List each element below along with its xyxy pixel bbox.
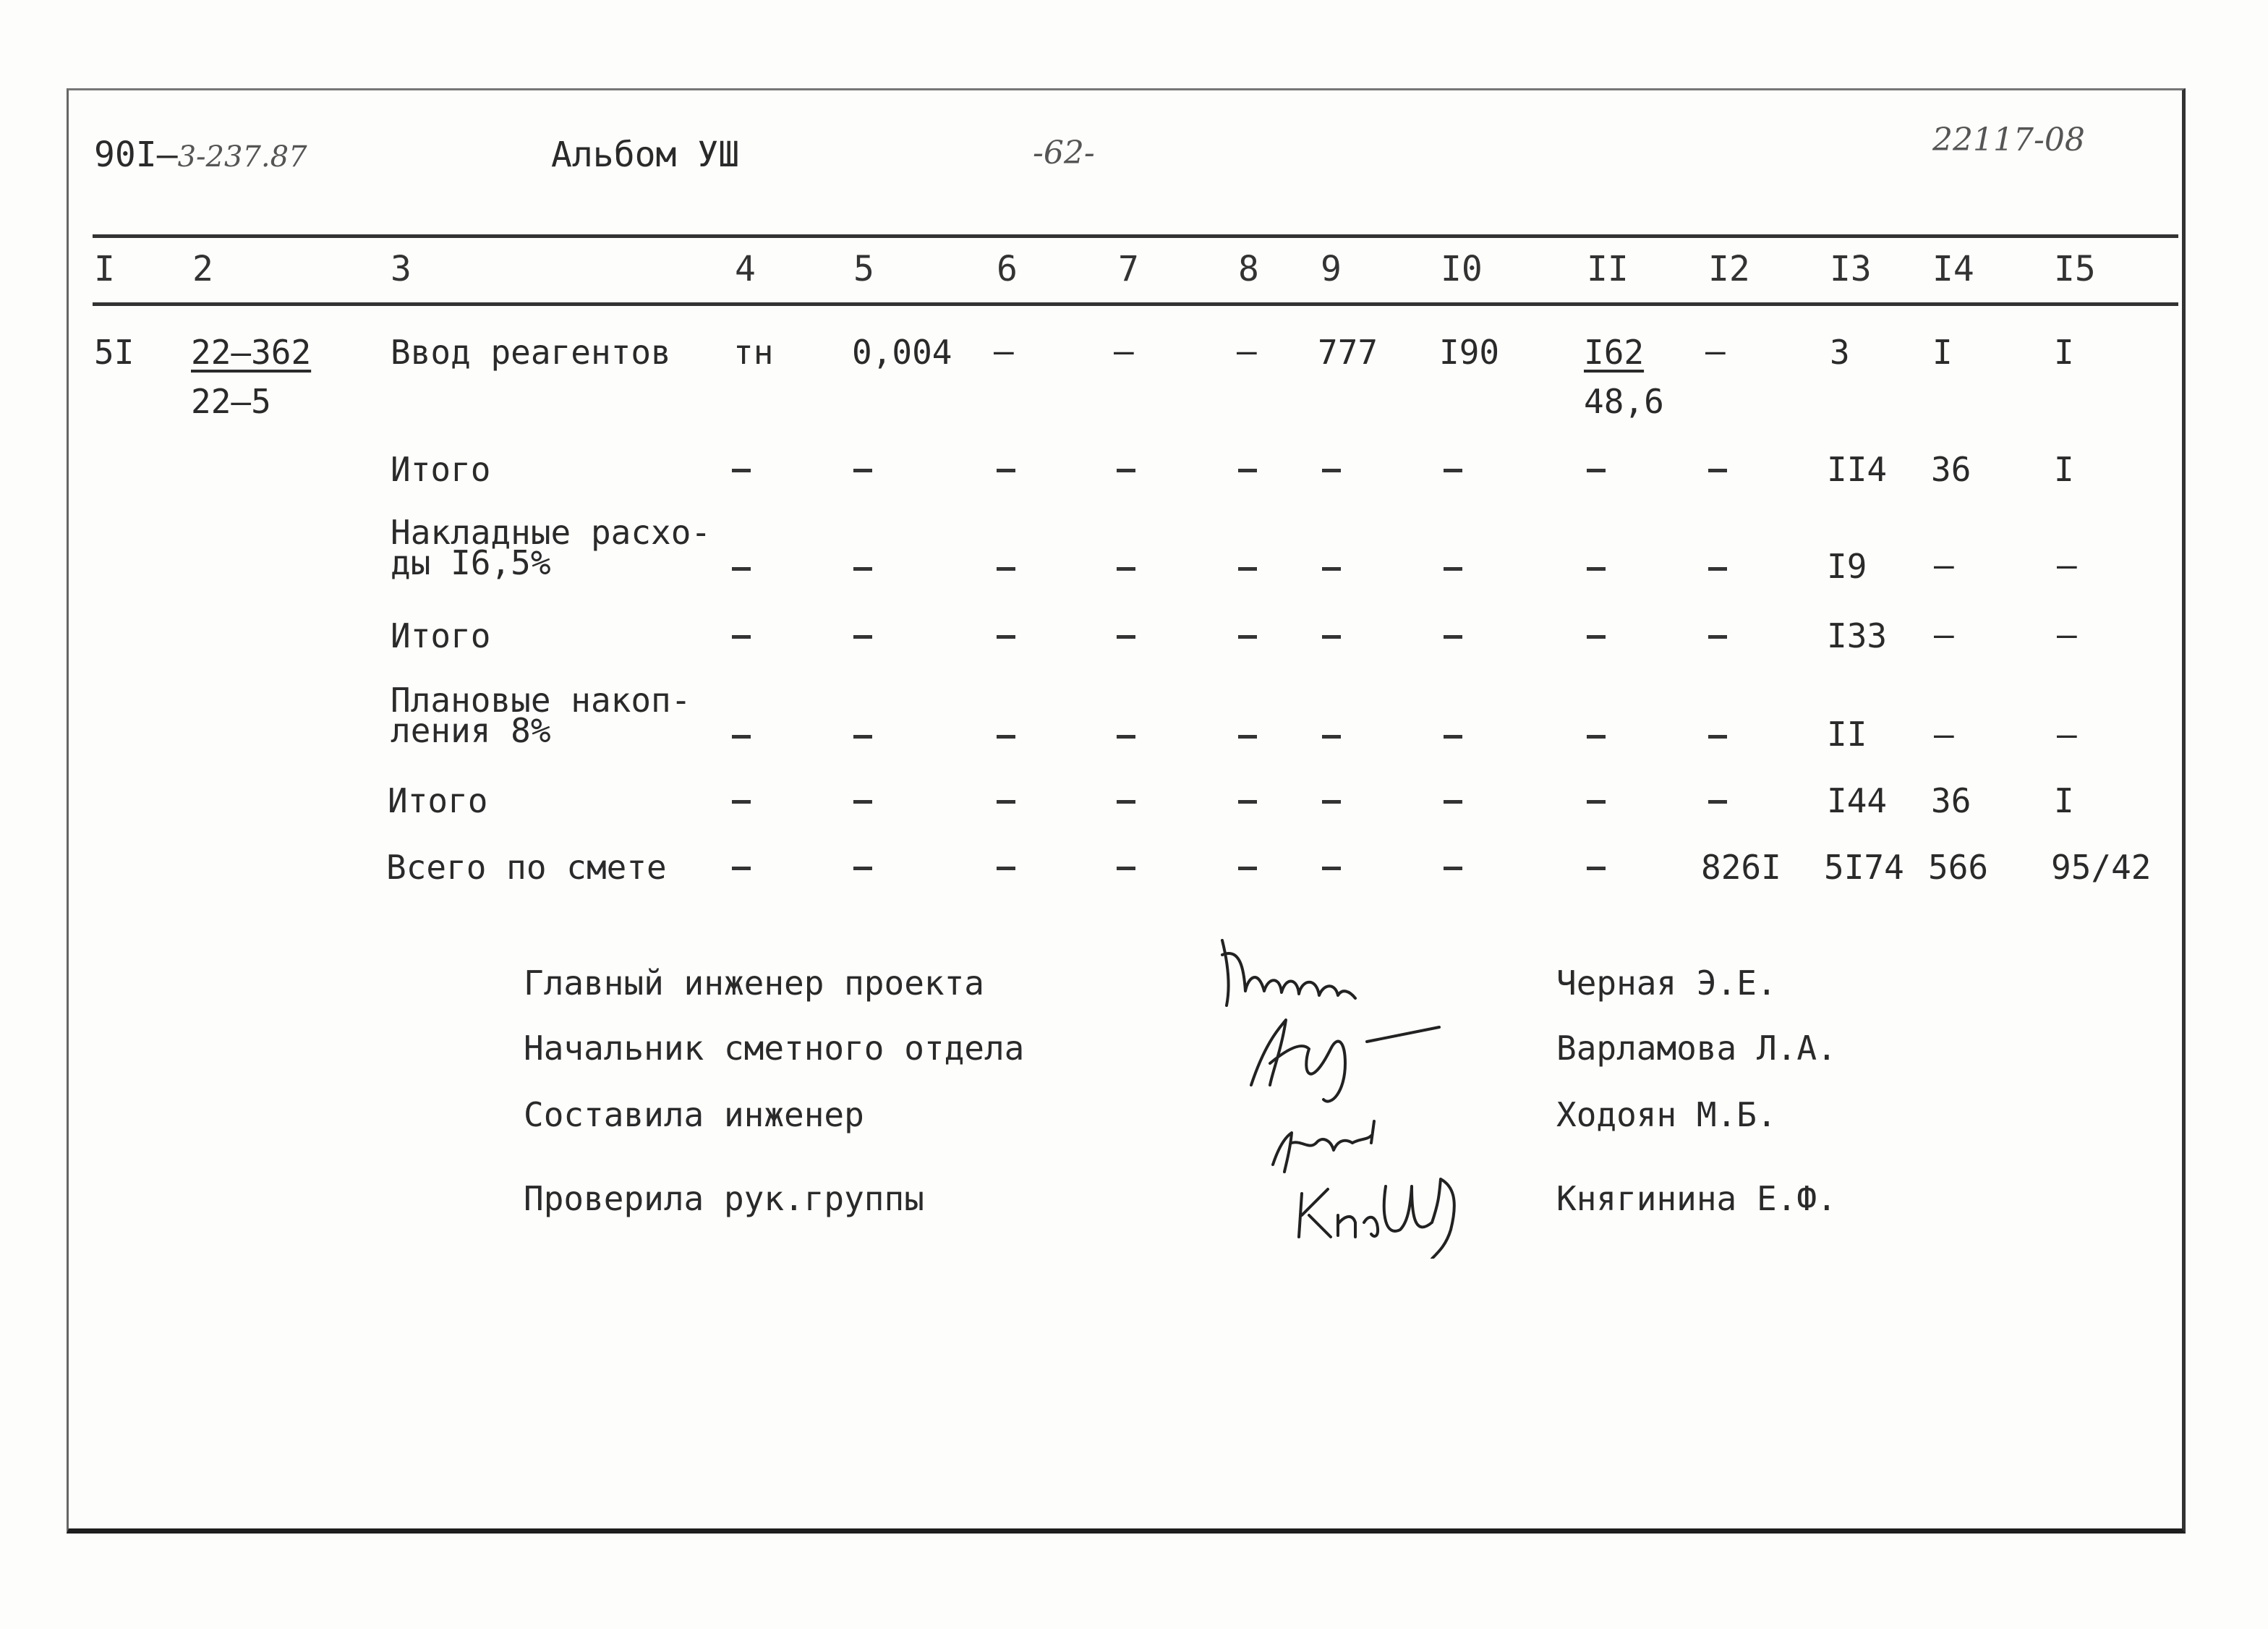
cell-14: 36	[1931, 450, 1971, 489]
cell-14: –	[1934, 715, 1954, 754]
header-rule-bottom	[93, 302, 2178, 306]
col-num-4: 4	[735, 249, 756, 289]
dash-cell	[1708, 735, 1727, 739]
cell-6: –	[994, 331, 1014, 370]
dash-cell	[997, 567, 1015, 571]
cell-13: I9	[1827, 547, 1867, 586]
cell-8: –	[1237, 331, 1257, 370]
dash-cell	[1444, 567, 1462, 571]
row-label: Итого	[388, 781, 488, 820]
doc-code-typed: 90I–	[94, 135, 178, 175]
dash-cell	[732, 635, 751, 639]
col-num-11: II	[1587, 249, 1629, 289]
cell-14: –	[1934, 615, 1954, 654]
dash-cell	[1708, 635, 1727, 639]
col-num-6: 6	[997, 249, 1018, 289]
signatory-role: Проверила рук.группы	[524, 1179, 924, 1218]
signatory-role: Главный инженер проекта	[524, 964, 984, 1003]
signature-1	[1222, 940, 1355, 1005]
quantity: 0,004	[852, 333, 952, 372]
page-number: -62-	[1033, 135, 1095, 171]
norm-code-bottom: 22–5	[191, 382, 271, 421]
row-label: Итого	[391, 450, 491, 489]
cell-14: I	[1932, 333, 1953, 372]
doc-code-handwritten: 3-237.87	[177, 140, 307, 174]
cell-12: 826I	[1701, 848, 1781, 887]
signatory-name: Черная Э.Е.	[1556, 964, 1777, 1003]
dash-cell	[1587, 800, 1606, 804]
cell-11-top: I62	[1584, 333, 1645, 372]
col-num-12: I2	[1708, 249, 1750, 289]
dash-cell	[853, 567, 872, 571]
cell-15: I	[2054, 781, 2074, 820]
dash-cell	[1117, 800, 1135, 804]
col-num-10: I0	[1441, 249, 1483, 289]
col-num-8: 8	[1238, 249, 1259, 289]
dash-cell	[1444, 735, 1462, 739]
col-num-3: 3	[391, 249, 412, 289]
dash-cell	[853, 735, 872, 739]
dash-cell	[732, 735, 751, 739]
cell-13: 3	[1830, 333, 1850, 372]
cell-15: –	[2057, 615, 2077, 654]
dash-cell	[1238, 735, 1257, 739]
unit: тн	[733, 333, 774, 372]
dash-cell	[1322, 800, 1341, 804]
cell-13: II4	[1827, 450, 1888, 489]
col-num-9: 9	[1321, 249, 1342, 289]
cell-15: –	[2057, 715, 2077, 754]
cell-13: II	[1827, 715, 1867, 754]
dash-cell	[853, 867, 872, 870]
dash-cell	[997, 469, 1015, 472]
dash-cell	[853, 635, 872, 639]
item-name: Ввод реагентов	[391, 333, 671, 372]
dash-cell	[997, 735, 1015, 739]
dash-cell	[1444, 867, 1462, 870]
cell-13: I33	[1827, 616, 1888, 655]
album-title: Альбом УШ	[551, 135, 740, 175]
dash-cell	[853, 469, 872, 472]
cell-12: –	[1705, 331, 1726, 370]
col-num-2: 2	[192, 249, 213, 289]
signatory-name: Ходоян М.Б.	[1556, 1095, 1777, 1134]
row-label-line1: Накладные расхо-	[391, 513, 712, 552]
dash-cell	[1238, 800, 1257, 804]
signatory-name: Варламова Л.А.	[1556, 1029, 1837, 1068]
dash-cell	[997, 800, 1015, 804]
signature-3	[1273, 1121, 1374, 1172]
dash-cell	[1322, 635, 1341, 639]
dash-cell	[853, 800, 872, 804]
dash-cell	[997, 867, 1015, 870]
row-label: Итого	[391, 616, 491, 655]
col-num-1: I	[94, 249, 115, 289]
cell-9: 777	[1318, 333, 1378, 372]
header-rule-top	[93, 234, 2178, 238]
dash-cell	[1322, 735, 1341, 739]
signature-2	[1251, 1020, 1439, 1102]
cell-13: 5I74	[1824, 848, 1904, 887]
dash-cell	[1322, 567, 1341, 571]
dash-cell	[1117, 735, 1135, 739]
cell-11-bottom: 48,6	[1584, 382, 1664, 421]
sheet-code: 22117-08	[1932, 122, 2085, 158]
dash-cell	[1587, 567, 1606, 571]
dash-cell	[1238, 867, 1257, 870]
cell-15: I	[2054, 333, 2074, 372]
cell-15: 95/42	[2051, 848, 2152, 887]
dash-cell	[732, 469, 751, 472]
dash-cell	[1444, 635, 1462, 639]
col-num-15: I5	[2054, 249, 2096, 289]
signatory-role: Составила инженер	[524, 1095, 864, 1134]
dash-cell	[1444, 800, 1462, 804]
dash-cell	[1708, 800, 1727, 804]
cell-13: I44	[1827, 781, 1888, 820]
dash-cell	[1238, 567, 1257, 571]
cell-10: I90	[1439, 333, 1500, 372]
dash-cell	[1322, 867, 1341, 870]
dash-cell	[732, 567, 751, 571]
cell-14: 566	[1928, 848, 1989, 887]
row-label-line2: ления 8%	[391, 711, 551, 750]
dash-cell	[732, 800, 751, 804]
row-label-line2: ды I6,5%	[391, 543, 551, 582]
dash-cell	[1117, 867, 1135, 870]
dash-cell	[1587, 735, 1606, 739]
cell-7: –	[1114, 331, 1134, 370]
dash-cell	[1117, 469, 1135, 472]
dash-cell	[997, 635, 1015, 639]
dash-cell	[1708, 469, 1727, 472]
dash-cell	[1117, 635, 1135, 639]
col-num-14: I4	[1932, 249, 1974, 289]
signatory-name: Княгинина Е.Ф.	[1556, 1179, 1837, 1218]
dash-cell	[1444, 469, 1462, 472]
row-number: 5I	[94, 333, 135, 372]
doc-code	[94, 135, 307, 175]
dash-cell	[1117, 567, 1135, 571]
cell-14: 36	[1931, 781, 1971, 820]
dash-cell	[1238, 635, 1257, 639]
dash-cell	[1238, 469, 1257, 472]
dash-cell	[1322, 469, 1341, 472]
cell-15: I	[2054, 450, 2074, 489]
signatory-role: Начальник сметного отдела	[524, 1029, 1025, 1068]
row-label-line1: Плановые накоп-	[391, 681, 691, 720]
col-num-13: I3	[1830, 249, 1872, 289]
col-num-7: 7	[1118, 249, 1139, 289]
dash-cell	[1587, 867, 1606, 870]
row-label: Всего по смете	[386, 848, 667, 887]
cell-15: –	[2057, 545, 2077, 584]
norm-code-top: 22–362	[191, 333, 312, 372]
dash-cell	[732, 867, 751, 870]
dash-cell	[1587, 635, 1606, 639]
signature-4	[1299, 1179, 1454, 1259]
cell-14: –	[1934, 545, 1954, 584]
dash-cell	[1708, 567, 1727, 571]
handwritten-signatures	[1201, 926, 1519, 1259]
col-num-5: 5	[853, 249, 874, 289]
dash-cell	[1587, 469, 1606, 472]
